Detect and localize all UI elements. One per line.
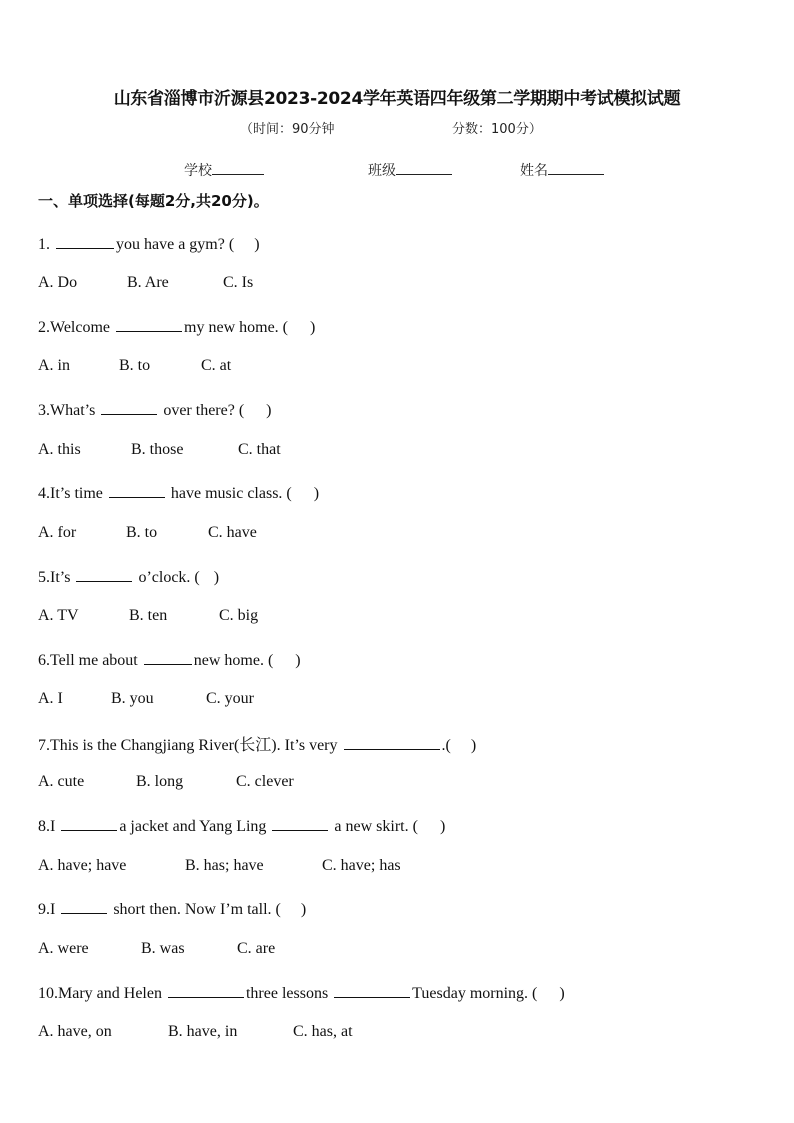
question-5: 5.It’s o’clock. ( ) xyxy=(38,566,219,587)
options-8 xyxy=(38,857,401,875)
section-heading: 一、单项选择(每题2分,共20分)。 xyxy=(38,192,269,210)
question-10: 10.Mary and Helen three lessons Tuesday morning. ( ) xyxy=(38,982,565,1003)
name-label: 姓名 xyxy=(520,163,548,179)
question-2: 2.Welcome my new home. ( ) xyxy=(38,316,315,337)
option-c[interactable]: C. have; has xyxy=(322,857,401,874)
answer-blank[interactable] xyxy=(56,233,114,249)
option-b[interactable]: B. to xyxy=(126,524,158,541)
option-c[interactable]: C. your xyxy=(206,690,254,707)
options-4 xyxy=(38,524,257,542)
name-blank[interactable] xyxy=(548,160,604,175)
option-a[interactable]: A. TV xyxy=(38,607,79,624)
school-blank[interactable] xyxy=(212,160,264,175)
name-field[interactable] xyxy=(520,160,604,180)
option-b[interactable]: B. Are xyxy=(127,274,169,291)
options-3 xyxy=(38,441,281,459)
exam-score: 分数：100分） xyxy=(452,122,542,137)
answer-blank[interactable] xyxy=(61,815,117,831)
exam-time: （时间：90分钟 xyxy=(240,122,335,137)
option-b[interactable]: B. have, in xyxy=(168,1023,238,1040)
answer-blank[interactable] xyxy=(168,982,244,998)
option-a[interactable]: A. have; have xyxy=(38,857,127,874)
option-b[interactable]: B. was xyxy=(141,940,185,957)
answer-blank[interactable] xyxy=(334,982,410,998)
answer-blank[interactable] xyxy=(76,566,132,582)
options-10 xyxy=(38,1023,353,1041)
question-6: 6.Tell me about new home. ( ) xyxy=(38,649,301,670)
question-1: 1. you have a gym? ( ) xyxy=(38,233,260,254)
option-b[interactable]: B. has; have xyxy=(185,857,264,874)
option-b[interactable]: B. to xyxy=(119,357,151,374)
answer-blank[interactable] xyxy=(116,316,182,332)
class-blank[interactable] xyxy=(396,160,452,175)
options-7 xyxy=(38,773,294,791)
option-a[interactable]: A. in xyxy=(38,357,70,374)
option-b[interactable]: B. those xyxy=(131,441,184,458)
option-a[interactable]: A. I xyxy=(38,690,63,707)
answer-blank[interactable] xyxy=(61,898,107,914)
question-4: 4.It’s time have music class. ( ) xyxy=(38,482,319,503)
school-field[interactable] xyxy=(184,160,264,180)
option-a[interactable]: A. cute xyxy=(38,773,85,790)
options-1 xyxy=(38,274,253,292)
option-c[interactable]: C. that xyxy=(238,441,281,458)
answer-blank[interactable] xyxy=(344,734,440,750)
question-8: 8.I a jacket and Yang Ling a new skirt. ( ) xyxy=(38,815,445,836)
option-b[interactable]: B. ten xyxy=(129,607,168,624)
question-9: 9.I short then. Now I’m tall. ( ) xyxy=(38,898,306,919)
question-7: 7.This is the Changjiang River(长江). It’s very .( ) xyxy=(38,732,476,755)
option-b[interactable]: B. long xyxy=(136,773,184,790)
options-2 xyxy=(38,357,231,375)
option-c[interactable]: C. has, at xyxy=(293,1023,353,1040)
option-a[interactable]: A. were xyxy=(38,940,89,957)
option-a[interactable]: A. have, on xyxy=(38,1023,112,1040)
options-9 xyxy=(38,940,275,958)
answer-blank[interactable] xyxy=(101,399,157,415)
answer-blank[interactable] xyxy=(272,815,328,831)
option-c[interactable]: C. clever xyxy=(236,773,294,790)
option-c[interactable]: C. big xyxy=(219,607,259,624)
option-a[interactable]: A. Do xyxy=(38,274,78,291)
option-c[interactable]: C. have xyxy=(208,524,257,541)
option-a[interactable]: A. this xyxy=(38,441,81,458)
option-c[interactable]: C. Is xyxy=(223,274,254,291)
answer-blank[interactable] xyxy=(144,649,192,665)
school-label: 学校 xyxy=(184,163,212,179)
page-title: 山东省淄博市沂源县2023-2024学年英语四年级第二学期期中考试模拟试题 xyxy=(113,89,681,109)
option-b[interactable]: B. you xyxy=(111,690,154,707)
class-field[interactable] xyxy=(368,160,452,180)
option-a[interactable]: A. for xyxy=(38,524,77,541)
answer-blank[interactable] xyxy=(109,482,165,498)
class-label: 班级 xyxy=(368,163,396,179)
option-c[interactable]: C. are xyxy=(237,940,276,957)
options-5 xyxy=(38,607,258,625)
options-6 xyxy=(38,690,254,708)
question-3: 3.What’s over there? ( ) xyxy=(38,399,272,420)
option-c[interactable]: C. at xyxy=(201,357,232,374)
